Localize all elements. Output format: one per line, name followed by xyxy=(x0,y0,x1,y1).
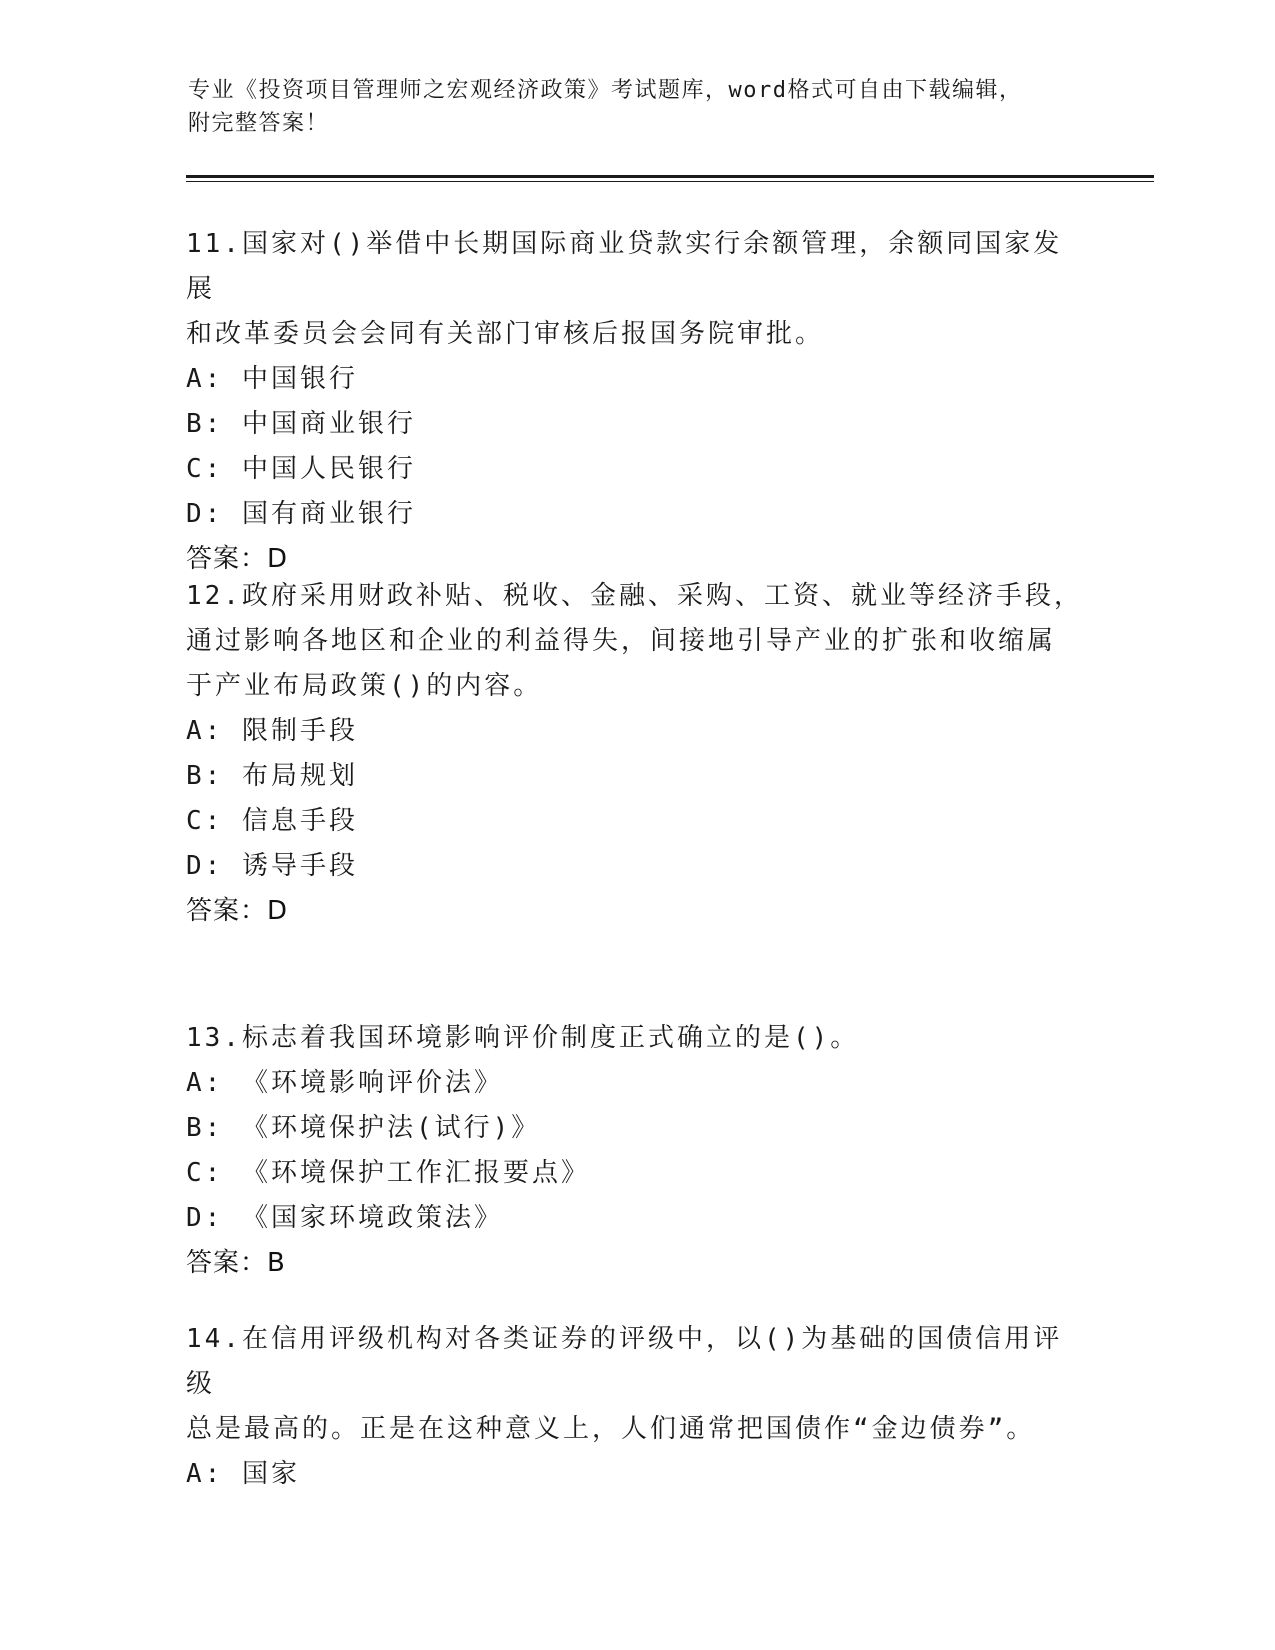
option-c: C: 信息手段 xyxy=(186,806,358,836)
option-c: C: 《环境保护工作汇报要点》 xyxy=(186,1158,590,1188)
option-a: A: 国家 xyxy=(186,1459,300,1489)
answer-line: 答案：B xyxy=(186,1248,286,1278)
question-13 xyxy=(186,1016,1086,1286)
question-stem-line: 13.标志着我国环境影响评价制度正式确立的是()。 xyxy=(186,1023,860,1053)
document-header xyxy=(188,74,1068,140)
question-stem-line: 总是最高的。正是在这种意义上，人们通常把国债作“金边债券”。 xyxy=(186,1414,1036,1444)
question-12 xyxy=(186,574,1086,934)
question-11 xyxy=(186,222,1086,582)
question-stem-line: 通过影响各地区和企业的利益得失，间接地引导产业的扩张和收缩属 xyxy=(186,626,1057,656)
option-c: C: 中国人民银行 xyxy=(186,454,416,484)
header-line-1: 专业《投资项目管理师之宏观经济政策》考试题库，word格式可自由下载编辑， xyxy=(188,78,1023,103)
option-a: A: 《环境影响评价法》 xyxy=(186,1068,503,1098)
option-d: D: 诱导手段 xyxy=(186,851,358,881)
option-b: B: 《环境保护法(试行)》 xyxy=(186,1113,541,1143)
option-b: B: 布局规划 xyxy=(186,761,358,791)
option-a: A: 限制手段 xyxy=(186,716,358,746)
header-line-2: 附完整答案！ xyxy=(188,111,330,136)
header-divider-thin xyxy=(186,181,1154,182)
option-d: D: 国有商业银行 xyxy=(186,499,416,529)
header-divider-thick xyxy=(186,175,1154,178)
option-a: A: 中国银行 xyxy=(186,364,358,394)
question-stem-line: 12.政府采用财政补贴、税收、金融、采购、工资、就业等经济手段， xyxy=(186,581,1083,611)
question-stem-line: 于产业布局政策()的内容。 xyxy=(186,671,543,701)
option-b: B: 中国商业银行 xyxy=(186,409,416,439)
question-stem-line: 14.在信用评级机构对各类证券的评级中，以()为基础的国债信用评级 xyxy=(186,1324,1063,1399)
question-stem-line: 11.国家对()举借中长期国际商业贷款实行余额管理，余额同国家发展 xyxy=(186,229,1063,304)
option-d: D: 《国家环境政策法》 xyxy=(186,1203,503,1233)
question-stem-line: 和改革委员会会同有关部门审核后报国务院审批。 xyxy=(186,319,825,349)
question-14 xyxy=(186,1317,1086,1497)
answer-line: 答案：D xyxy=(186,896,289,926)
answer-line: 答案：D xyxy=(186,544,289,574)
